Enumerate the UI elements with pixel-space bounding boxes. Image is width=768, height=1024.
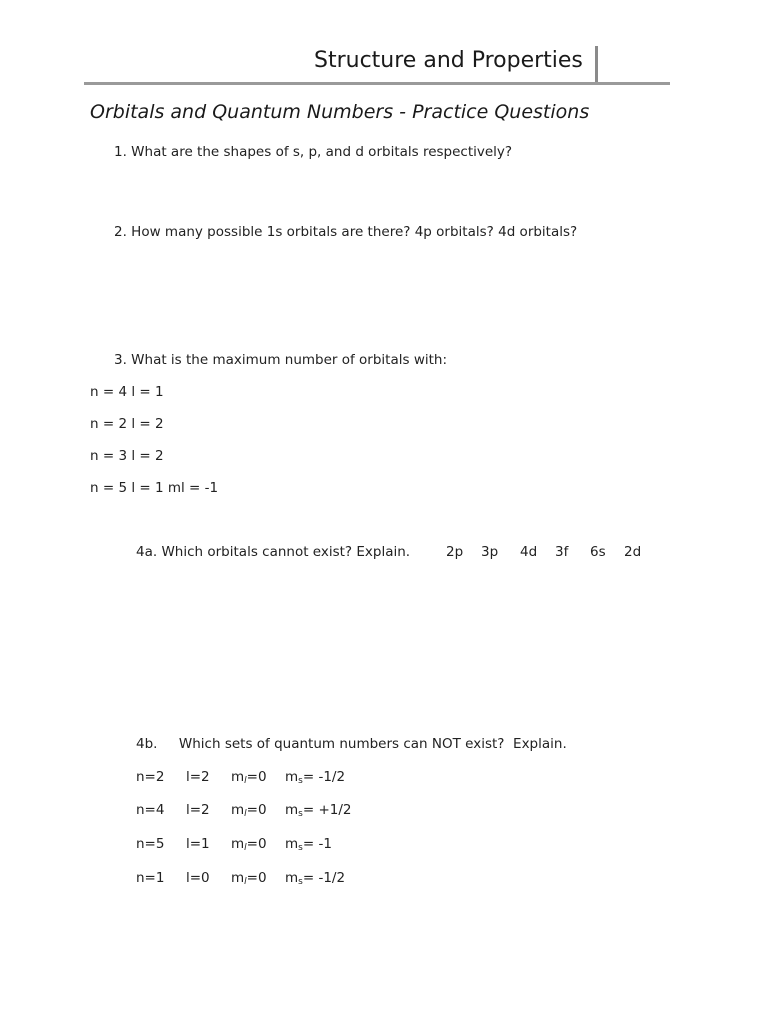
quantum-ml: $m_l=0$	[231, 836, 267, 853]
orbital-option: 3p	[481, 544, 499, 560]
quantum-n: n=1	[136, 870, 165, 886]
quantum-l: l=0	[186, 870, 210, 886]
question-4a: 4a. Which orbitals cannot exist? Explain.	[136, 544, 411, 560]
quantum-n: n=4	[136, 802, 165, 818]
orbital-option: 3f	[555, 544, 569, 560]
question-3: 3. What is the maximum number of orbitals with:	[114, 352, 448, 368]
header-title: Structure and Properties	[314, 48, 583, 73]
quantum-ml: $m_l=0$	[231, 769, 267, 786]
quantum-ms: ms= +1/2	[285, 802, 352, 819]
quantum-l: l=1	[186, 836, 210, 852]
question-3-item: n = 5 l = 1 ml = -1	[90, 480, 219, 496]
quantum-ml: $m_l=0$	[231, 870, 267, 887]
question-3-item: n = 2 l = 2	[90, 416, 164, 432]
header-vertical-bar	[595, 46, 598, 84]
orbital-option: 6s	[590, 544, 606, 560]
quantum-l: l=2	[186, 802, 210, 818]
question-1: 1. What are the shapes of s, p, and d orbitals respectively?	[114, 144, 513, 160]
quantum-n: n=2	[136, 769, 165, 785]
quantum-l: l=2	[186, 769, 210, 785]
orbital-option: 4d	[520, 544, 538, 560]
question-2: 2. How many possible 1s orbitals are there? 4p orbitals? 4d orbitals?	[114, 224, 578, 240]
quantum-ml: $m_l=0$	[231, 802, 267, 819]
question-3-item: n = 3 l = 2	[90, 448, 164, 464]
quantum-ms: ms= -1	[285, 836, 332, 853]
question-4b: 4b. Which sets of quantum numbers can NOT exist? Explain.	[136, 736, 567, 752]
quantum-ms: ms= -1/2	[285, 870, 346, 887]
quantum-n: n=5	[136, 836, 165, 852]
orbital-option: 2p	[446, 544, 464, 560]
header-rule	[84, 82, 670, 85]
quantum-ms: ms= -1/2	[285, 769, 346, 786]
orbital-option: 2d	[624, 544, 642, 560]
worksheet-title: Orbitals and Quantum Numbers - Practice Questions	[90, 101, 590, 123]
question-3-item: n = 4 l = 1	[90, 384, 164, 400]
